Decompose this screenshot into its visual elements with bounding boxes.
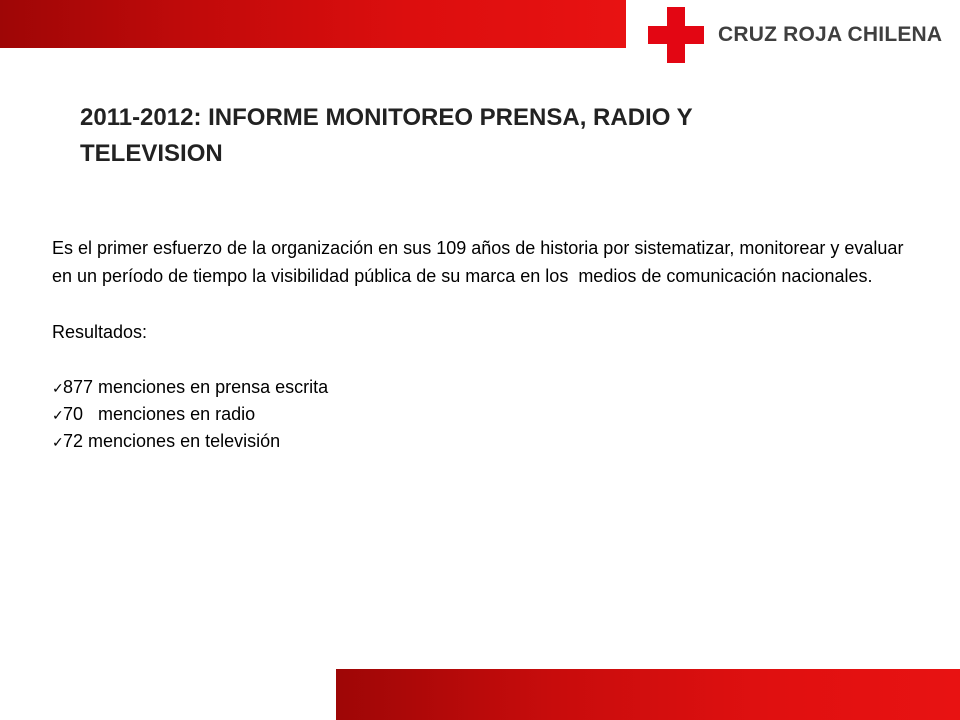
- logo-text: CRUZ ROJA CHILENA: [718, 23, 943, 46]
- results-label: Resultados:: [52, 322, 148, 342]
- slide-body: [52, 234, 912, 455]
- slide-title: 2011-2012: INFORME MONITOREO PRENSA, RADIO Y TELEVISION: [80, 104, 693, 167]
- intro-paragraph: Es el primer esfuerzo de la organización en sus 109 años de historia por sistematizar, monitorear y evaluar en un período de tiempo la visibilidad pública de su marca en los medios de comunicación nacionales.: [52, 238, 909, 286]
- top-red-bar: [0, 0, 626, 48]
- results-list: [52, 374, 912, 455]
- red-cross-icon: [648, 7, 704, 63]
- list-item: ✓72 menciones en televisión: [52, 428, 912, 455]
- bottom-red-bar: [336, 669, 960, 720]
- checkmark-icon: ✓: [52, 434, 64, 450]
- list-item: ✓877 menciones en prensa escrita: [52, 374, 912, 401]
- checkmark-icon: ✓: [52, 407, 64, 423]
- list-item: ✓70 menciones en radio: [52, 401, 912, 428]
- checkmark-icon: ✓: [52, 380, 64, 396]
- cruz-roja-logo: [648, 4, 948, 66]
